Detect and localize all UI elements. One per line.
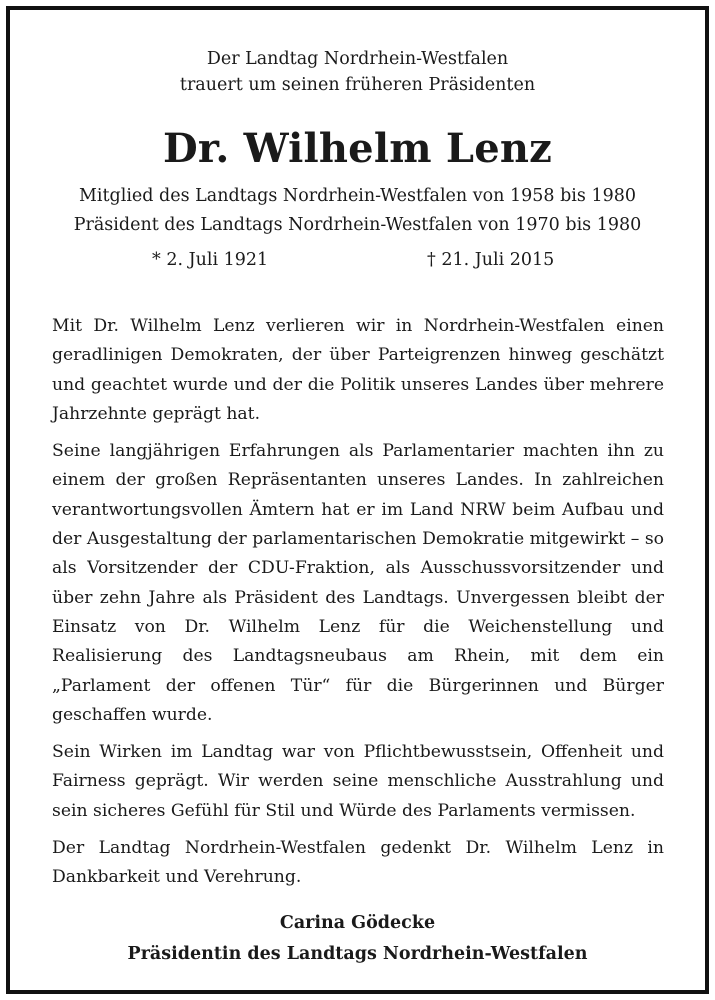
life-dates	[10, 246, 705, 274]
deceased-name: Dr. Wilhelm Lenz	[162, 125, 553, 172]
birth-date: * 2. Juli 1921	[152, 250, 269, 270]
obituary-notice	[6, 6, 709, 994]
tribute-text	[52, 312, 664, 901]
signature-block	[10, 908, 705, 970]
tribute-paragraph-2: Seine langjährigen Erfahrungen als Parlamentarier machten ihn zu einem der großen Repräsentanten unseres Landes. In zahlreichen verantwortungsvollen Ämtern hat er im Land NRW beim Aufbau und der Ausgestaltung der parlamentarischen Demokratie mitgewirkt – so als Vorsitzender der CDU-Fraktion, als Ausschussvorsitzender und über zehn Jahre als Präsident des Landtags. Unvergessen bleibt der Einsatz von Dr. Wilhelm Lenz für die Weichenstellung und Realisierung des Landtagsneubaus am Rhein, mit dem ein „Parlament der offenen Tür“ für die Bürgerinnen und Bürger geschaffen wurde.	[52, 441, 664, 725]
role-president: Präsident des Landtags Nordrhein-Westfalen von 1970 bis 1980	[73, 215, 642, 235]
death-date: † 21. Juli 2015	[427, 250, 555, 270]
tribute-paragraph-3: Sein Wirken im Landtag war von Pflichtbewusstsein, Offenheit und Fairness geprägt. Wir werden seine menschliche Ausstrahlung und sein sicheres Gefühl für Stil und Würde des Parlaments vermissen.	[52, 742, 664, 821]
signatory-name: Carina Gödecke	[279, 913, 436, 933]
tribute-paragraph-1: Mit Dr. Wilhelm Lenz verlieren wir in Nordrhein-Westfalen einen geradlinigen Demokraten, der über Parteigrenzen hinweg geschätzt und geachtet wurde und der die Politik unseres Landes über mehrere Jahrzehnte geprägt hat.	[52, 316, 664, 424]
roles-block	[10, 182, 705, 240]
notice-header	[10, 46, 705, 98]
signatory-title: Präsidentin des Landtags Nordrhein-Westfalen	[127, 944, 588, 964]
header-line-mourning: trauert um seinen früheren Präsidenten	[179, 75, 536, 95]
tribute-paragraph-4: Der Landtag Nordrhein-Westfalen gedenkt Dr. Wilhelm Lenz in Dankbarkeit und Verehrung.	[52, 838, 664, 888]
role-member: Mitglied des Landtags Nordrhein-Westfalen von 1958 bis 1980	[78, 186, 636, 206]
header-line-institution: Der Landtag Nordrhein-Westfalen	[206, 49, 509, 69]
